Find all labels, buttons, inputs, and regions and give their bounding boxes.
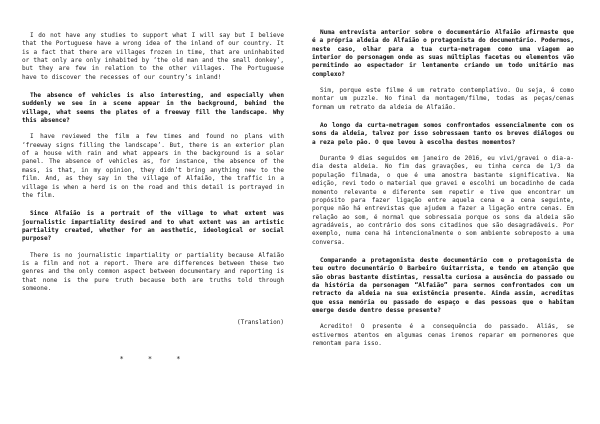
question-paragraph-2: Since Alfaião is a portrait of the village to what extent was journalistic impartiality desired and to what extent was an artistic partiality created, whether for an aesthetic, ideological or social purpose? — [22, 210, 284, 243]
question-paragraph-1: The absence of vehicles is also interesting, and especially when suddenly we see in a scene appear in the background, behind the village, what seems the plates of a freeway fill the landscape. Why this absence? — [22, 92, 284, 125]
translation-note: (Translation) — [237, 319, 284, 326]
question-paragraph-3: Numa entrevista anterior sobre o documentário Alfaião afirmaste que é a própria aldeia do Alfaião o protagonista do documentário. Podermos, neste caso, olhar para a tua curta-metragem como uma viagem ao interior do personagem onde as suas múltiplas facetas ou elementos vão permitindo ao espectador ir lentamente criando um todo unitário mas complexo? — [312, 29, 574, 78]
answer-paragraph-1: I do not have any studies to support what I will say but I believe that the Portuguese have a wrong idea of the inland of our country. It is a fact that there are villages frozen in time, that are uninhabited or that only are only inhabited by ‘the old man and the small donkey’, but they are few in relation to the other villages. The Portuguese have to discover the recesses of our country’s inland! — [22, 32, 284, 81]
answer-paragraph-3: There is no journalistic impartiality or partiality because Alfaião is a film and not a report. There are differences between these two genres and the only common aspect between documentary and reporting is that none is the pure truth because both are truths told through someone. — [22, 251, 284, 292]
question-paragraph-4: Ao longo da curta-metragem somos confrontados essencialmente com os sons da aldeia, talvez por isso sobressaem tanto os breves diálogos ou a reza pelo pão. O que levou à escolha destes momentos? — [312, 122, 574, 146]
left-column — [22, 32, 284, 293]
answer-paragraph-6: Acredito! O presente é a consequência do passado. Aliás, se estivermos atentos em algumas cenas iremos reparar em pormenores que remontam para isso. — [312, 323, 574, 347]
right-column — [312, 29, 574, 348]
answer-paragraph-5: Durante 9 dias seguidos em janeiro de 2016, eu vivi/gravei o dia-a-dia desta aldeia. No fim das gravações, eu tinha cerca de 1/3 da população filmada, o que é uma amostra bastante significativa. Na edição, revi todo o material que gravei e escolhi um bocadinho de cada momento relevante e diferente sem repetir e tive que encontrar um propósito para fazer ligação entre aquela cena e a cena seguinte, porque não há entrevistas que ajudem a fazer a ligação entre cenas. Em relação ao som, é normal que sobressaia porque os sons da aldeia são agradáveis, ao contrário dos sons citadinos que são desagradáveis. Por exemplo, numa cena há intencionalmente o som ambiente sobreposto a uma conversa. — [312, 155, 574, 246]
answer-paragraph-2: I have reviewed the film a few times and found no plans with ‘freeway signs filling the landscape’. But, there is an exterior plan of a house with rain and what appears in the background is a solar panel. The absence of vehicles as, for instance, the absence of the mass, is that, in my opinion, they didn’t bring anything new to the film. And, as they say in the village of Alfaião, the traffic in a village is when a herd is on the road and this detail is portrayed in the film. — [22, 133, 284, 199]
answer-paragraph-4: Sim, porque este filme é um retrato contemplativo. Ou seja, é como montar um puzzle. No final da montagem/filme, todas as peças/cenas formam um retrato da aldeia de Alfaião. — [312, 87, 574, 111]
question-paragraph-5: Comparando a protagonista deste documentário com o protagonista de teu outro documentário O Barbeiro Guitarrista, e tendo em atenção que são obras bastante distintas, ressalta curiosa a ausência do passado ou da história da personagem “Alfaião” para sermos confrontados com um retracto da aldeia na sua existência presente. Ainda assim, acreditas que essa memória ou passado do espaço e das pessoas que o habitam emerge desde dentro desse presente? — [312, 256, 574, 314]
section-separator: * * * — [119, 355, 191, 363]
